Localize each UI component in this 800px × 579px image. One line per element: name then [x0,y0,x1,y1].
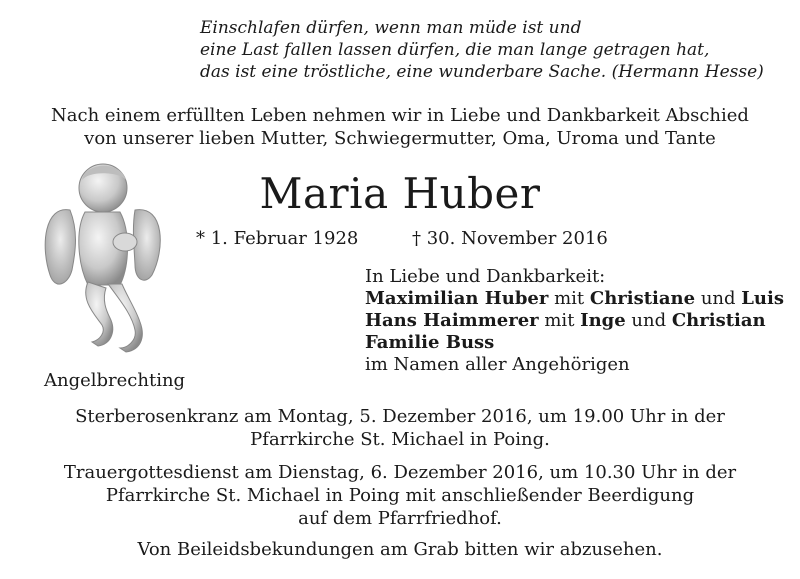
mourner-name: Christiane [589,288,696,309]
quote-line: eine Last fallen lassen dürfen, die man lange getragen hat, [200,40,710,60]
mourners-closing: im Namen aller Angehörigen [365,354,630,375]
quote-line: das ist eine tröstliche, eine wunderbare Sache. (Hermann Hesse) [200,62,764,82]
connector-text: mit [548,288,590,309]
intro-line: Nach einem erfüllten Leben nehmen wir in Liebe und Dankbarkeit Abschied [51,105,749,126]
connector-text: und [625,310,672,331]
condolence-note [0,538,800,561]
rosary-line: Pfarrkirche St. Michael in Poing. [250,429,550,450]
birth-date: * 1. Februar 1928 [196,228,359,249]
note-line: Von Beileidsbekundungen am Grab bitten wir abzusehen. [137,539,663,560]
mourner-name: Familie Buss [365,332,495,353]
intro-text [0,104,800,150]
rosary-line: Sterberosenkranz am Montag, 5. Dezember 2016, um 19.00 Uhr in der [75,406,725,427]
mourners-line [365,332,785,354]
mourners-block [365,266,785,376]
mourner-name: Christian [671,310,766,331]
service-line: Trauergottesdienst am Dienstag, 6. Dezember 2016, um 10.30 Uhr in der [63,462,737,483]
connector-text: und [695,288,742,309]
service-line: Pfarrkirche St. Michael in Poing mit anschließender Beerdigung [105,485,695,506]
mourners-line [365,310,785,332]
hesse-quote [200,17,780,83]
mourners-line [365,288,785,310]
death-date: † 30. November 2016 [412,228,608,249]
connector-text: mit [538,310,581,331]
service-info [0,461,800,530]
rosary-info [0,405,800,451]
deceased-name: Maria Huber [259,169,541,218]
mourner-name: Maximilian Huber [365,288,549,309]
place-name: Angelbrechting [44,370,186,391]
intro-line: von unserer lieben Mutter, Schwiegermutter, Oma, Uroma und Tante [84,128,716,149]
service-line: auf dem Pfarrfriedhof. [298,508,502,529]
mourners-heading: In Liebe und Dankbarkeit: [365,266,606,287]
mourner-name: Inge [580,310,626,331]
mourner-name: Hans Haimmerer [365,310,539,331]
quote-line: Einschlafen dürfen, wenn man müde ist und [200,18,582,38]
mourner-name: Luis [741,288,784,309]
